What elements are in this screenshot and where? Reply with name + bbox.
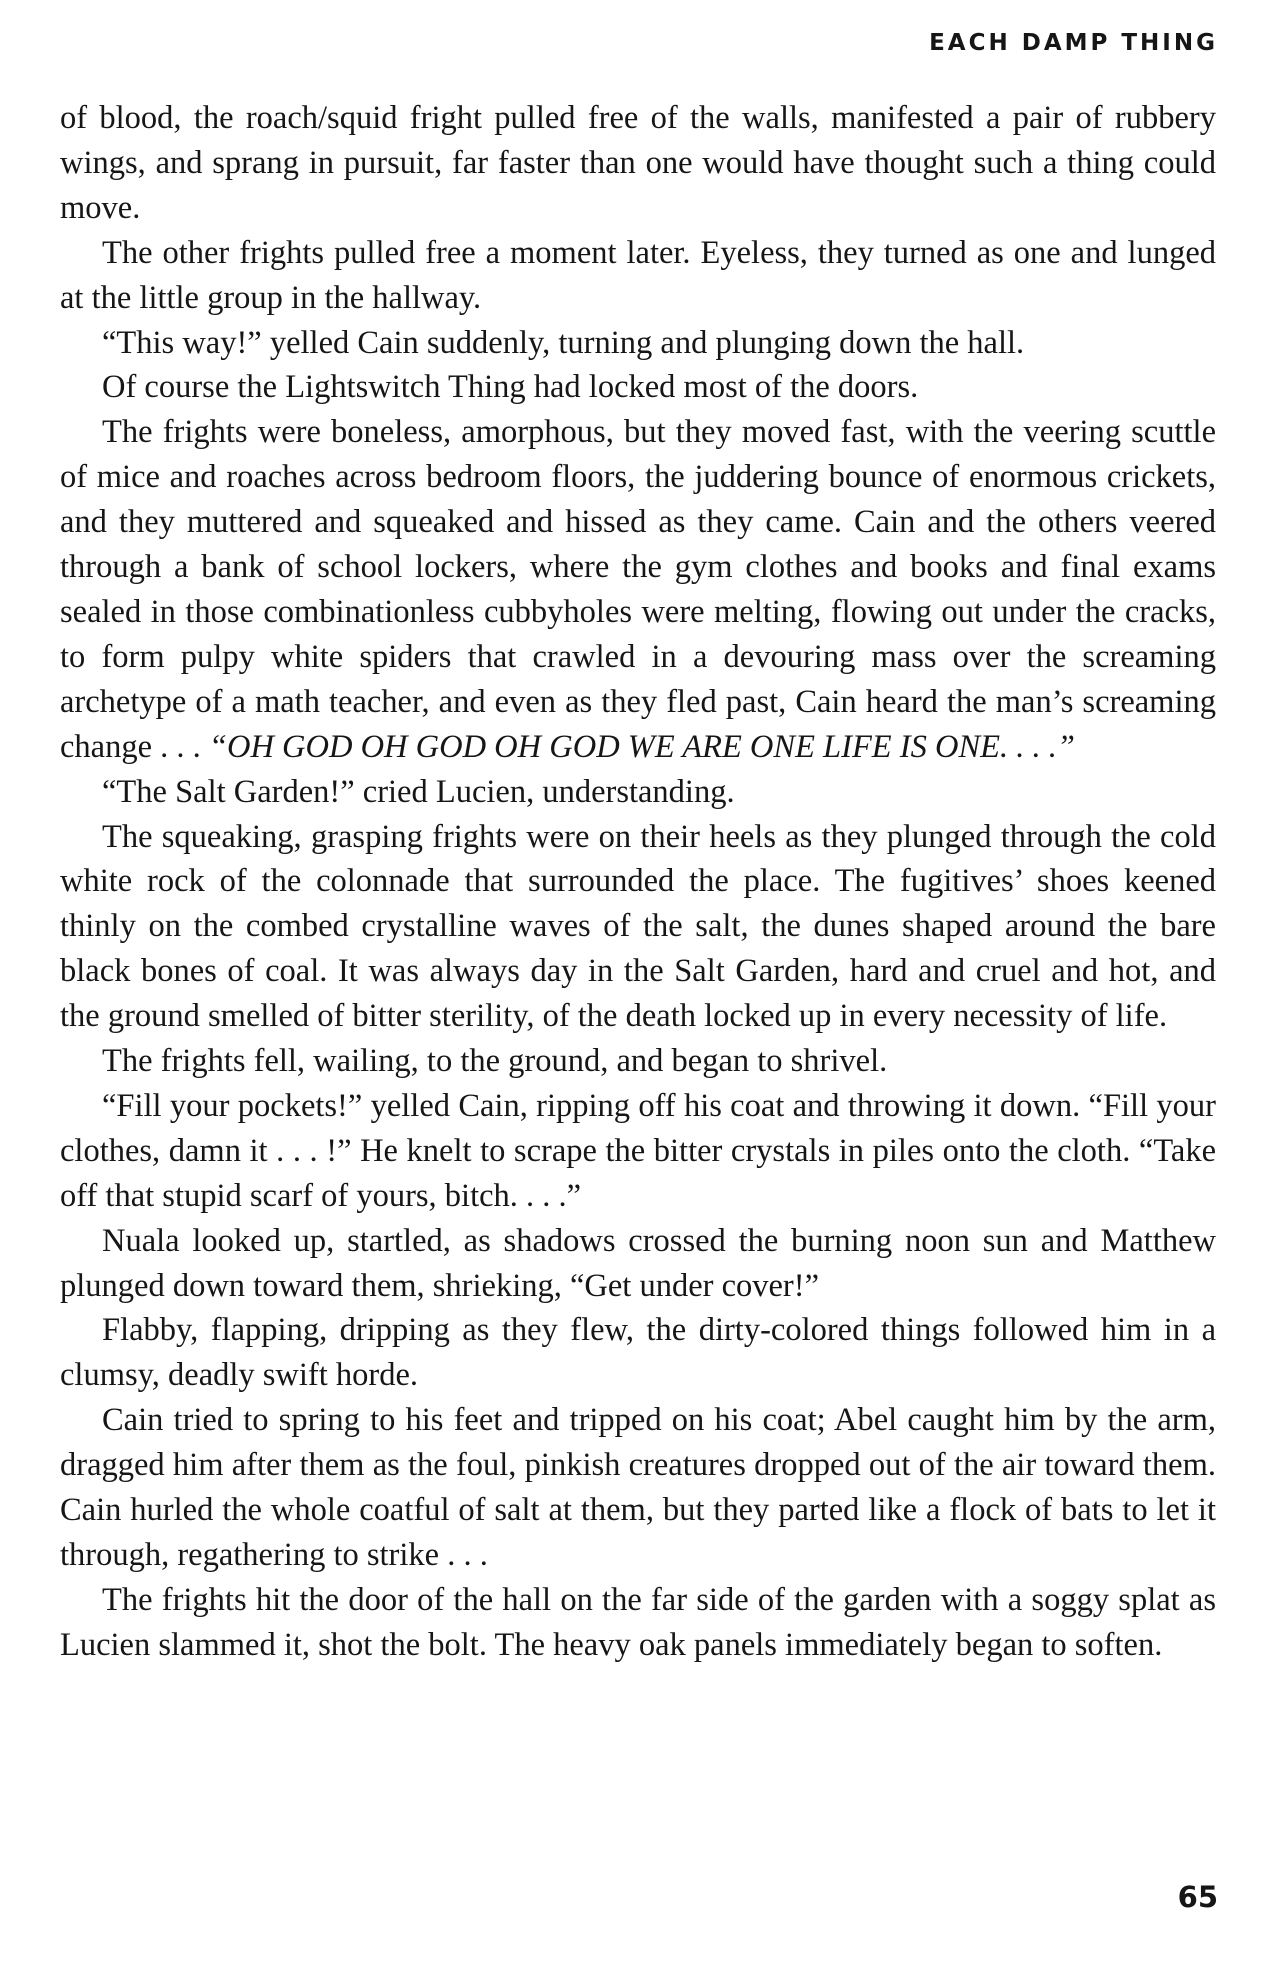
paragraph-1: of blood, the roach/squid fright pulled free of the walls, manifested a pair of rubbery wings, and sprang in pursuit, far faster than one would have thought such a thing could move. <box>60 100 1216 226</box>
paragraph-5 <box>60 410 1216 769</box>
paragraph-12: Cain tried to spring to his feet and tripped on his coat; Abel caught him by the arm, dragged him after them as the foul, pinkish creatures dropped out of the air toward them. Cain hurled the whole coatful of salt at them, but they parted like a flock of bats to let it through, regathering to strike . . . <box>60 1402 1216 1573</box>
paragraph-10: Nuala looked up, startled, as shadows crossed the burning noon sun and Matthew plunged down toward them, shrieking, “Get under cover!” <box>60 1222 1216 1304</box>
running-head: EACH DAMP THING <box>929 30 1218 56</box>
page-number: 65 <box>1177 1880 1218 1914</box>
paragraph-13: The frights hit the door of the hall on the far side of the garden with a soggy splat as Lucien slammed it, shot the bolt. The heavy oak panels immediately began to soften. <box>60 1581 1216 1663</box>
paragraph-3: “This way!” yelled Cain suddenly, turning and plunging down the hall. <box>102 324 1025 361</box>
paragraph-9: “Fill your pockets!” yelled Cain, ripping off his coat and throwing it down. “Fill your clothes, damn it . . . !” He knelt to scrape the bitter crystals in piles onto the cloth. “Take off that stupid scarf of yours, bitch. . . .” <box>60 1087 1216 1214</box>
paragraph-5-italic-speech: “OH GOD OH GOD OH GOD WE ARE ONE LIFE IS ONE. . . .” <box>208 728 1075 765</box>
paragraph-11: Flabby, flapping, dripping as they flew, the dirty-colored things followed him in a clumsy, deadly swift horde. <box>60 1312 1216 1394</box>
paragraph-4: Of course the Lightswitch Thing had locked most of the doors. <box>102 369 919 406</box>
paragraph-2: The other frights pulled free a moment later. Eyeless, they turned as one and lunged at the little group in the hallway. <box>60 234 1216 316</box>
paragraph-6: “The Salt Garden!” cried Lucien, understanding. <box>102 773 735 810</box>
paragraph-8: The frights fell, wailing, to the ground, and began to shrivel. <box>102 1043 888 1080</box>
paragraph-7: The squeaking, grasping frights were on their heels as they plunged through the cold white rock of the colonnade that surrounded the place. The fugitives’ shoes keened thinly on the combed crystalline waves of the salt, the dunes shaped around the bare black bones of coal. It was always day in the Salt Garden, hard and cruel and hot, and the ground smelled of bitter sterility, of the death locked up in every necessity of life. <box>60 818 1216 1035</box>
body-text <box>60 96 1216 1668</box>
paragraph-5-text: The frights were boneless, amorphous, but they moved fast, with the veering scuttle of mice and roaches across bedroom floors, the juddering bounce of enormous crickets, and they muttered and squeaked and hissed as they came. Cain and the others veered through a bank of school lockers, where the gym clothes and books and final exams sealed in those combinationless cubbyholes were melting, flowing out under the cracks, to form pulpy white spiders that crawled in a devouring mass over the screaming archetype of a math teacher, and even as they fled past, Cain heard the man’s screaming change . . . <box>60 414 1216 765</box>
